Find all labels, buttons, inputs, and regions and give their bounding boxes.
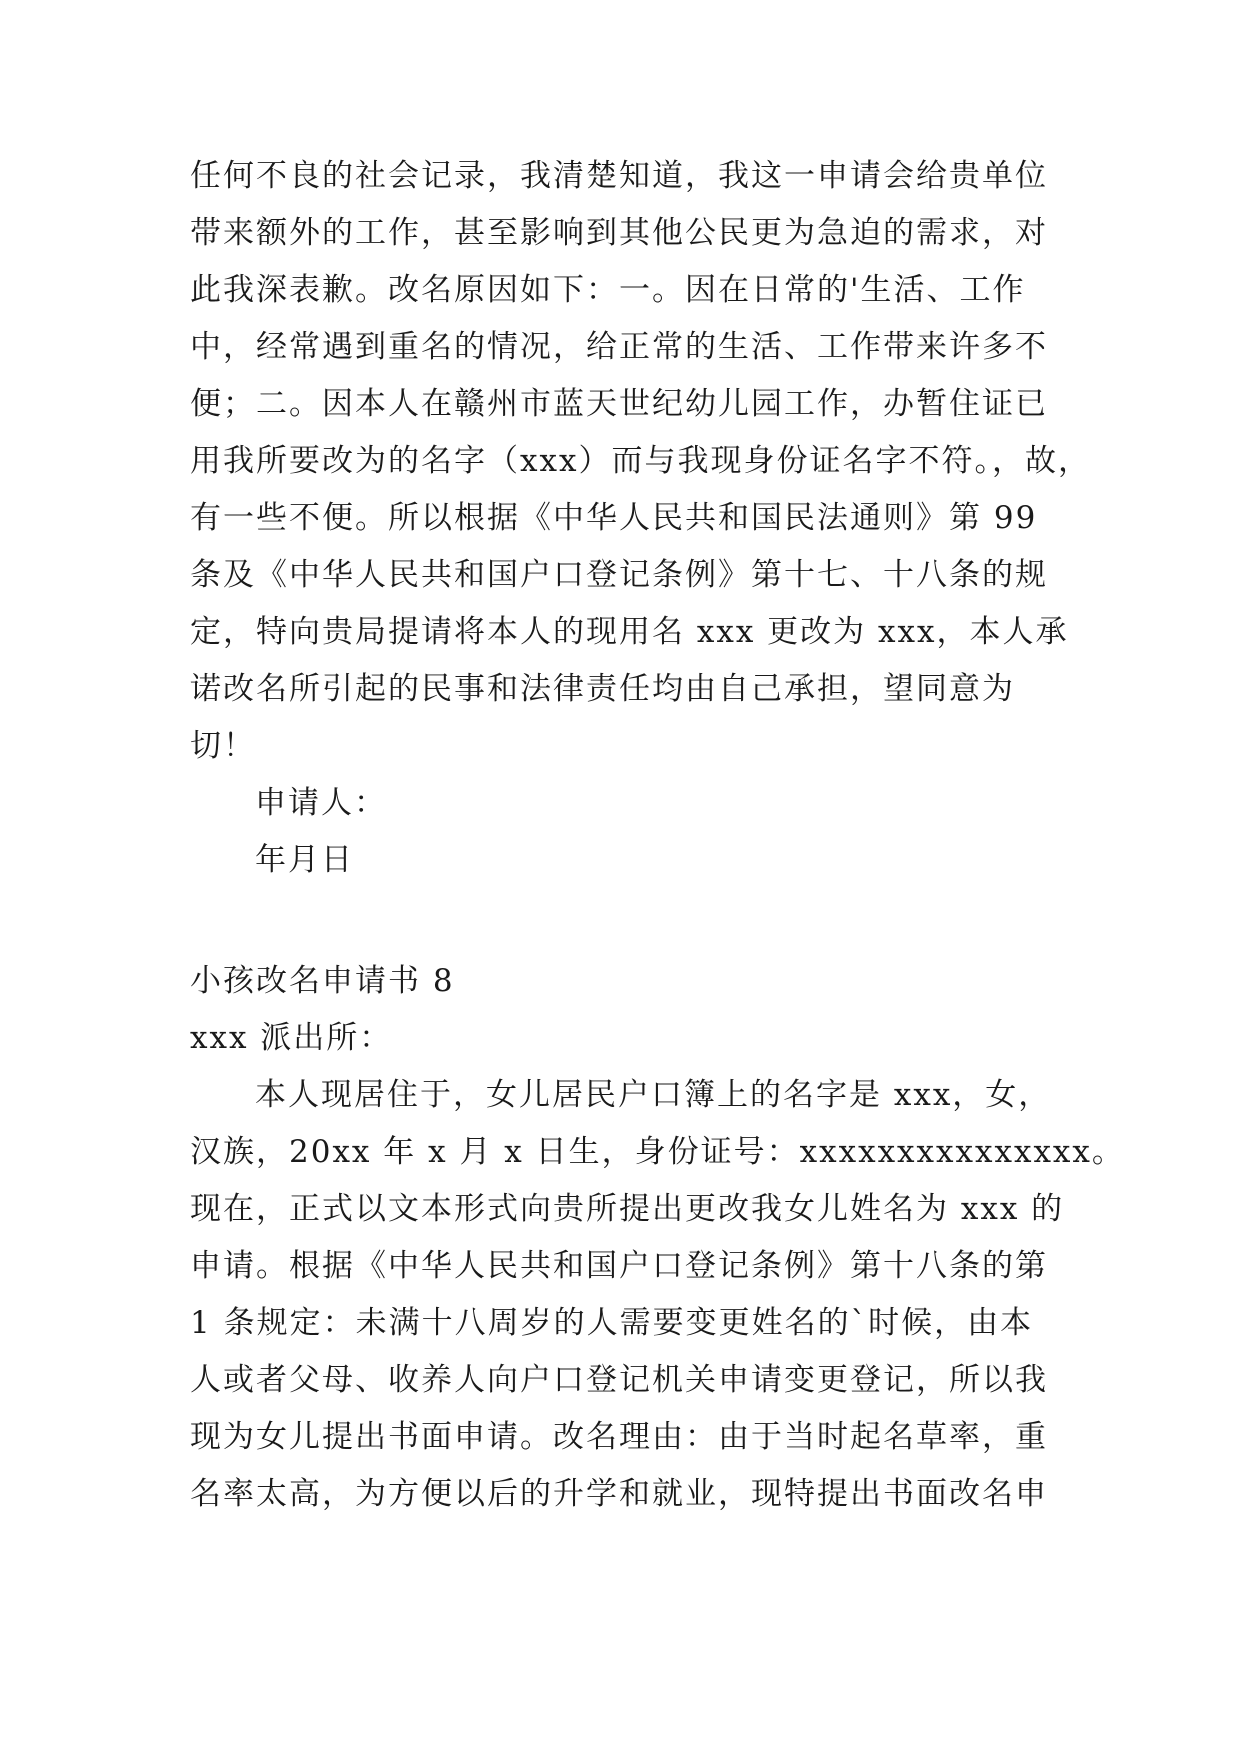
document-body — [190, 0, 1125, 1754]
recipient-line: xxx 派出所： — [190, 1020, 393, 1056]
paragraph-line: 用我所要改为的名字（xxx）而与我现身份证名字不符。，故， — [190, 443, 1091, 479]
section-title: 小孩改名申请书 8 — [190, 963, 455, 999]
paragraph-line: 此我深表歉。改名原因如下：一。因在日常的'生活、工作 — [190, 272, 1026, 308]
paragraph-line: 申请。根据《中华人民共和国户口登记条例》第十八条的第 — [190, 1248, 1048, 1284]
paragraph-line: 中，经常遇到重名的情况，给正常的生活、工作带来许多不 — [190, 329, 1048, 365]
paragraph-line: 名率太高，为方便以后的升学和就业，现特提出书面改名申 — [190, 1476, 1048, 1512]
date-label: 年月日 — [255, 842, 354, 878]
applicant-signature-label: 申请人： — [255, 785, 387, 821]
paragraph-line: 带来额外的工作，甚至影响到其他公民更为急迫的需求，对 — [190, 215, 1048, 251]
paragraph-line: 诺改名所引起的民事和法律责任均由自己承担，望同意为 — [190, 671, 1015, 707]
paragraph-line: 人或者父母、收养人向户口登记机关申请变更登记，所以我 — [190, 1362, 1048, 1398]
paragraph-line: 本人现居住于，女儿居民户口簿上的名字是 xxx，女， — [255, 1077, 1052, 1113]
paragraph-line: 便；二。因本人在赣州市蓝天世纪幼儿园工作，办暂住证已 — [190, 386, 1048, 422]
paragraph-line: 现为女儿提出书面申请。改名理由：由于当时起名草率，重 — [190, 1419, 1048, 1455]
paragraph-line: 任何不良的社会记录，我清楚知道，我这一申请会给贵单位 — [190, 158, 1048, 194]
paragraph-line: 汉族，20xx 年 x 月 x 日生，身份证号：xxxxxxxxxxxxxxx。 — [190, 1134, 1125, 1170]
paragraph-line: 1 条规定：未满十八周岁的人需要变更姓名的`时候，由本 — [190, 1305, 1034, 1341]
paragraph-line: 切！ — [190, 728, 256, 764]
paragraph-line: 条及《中华人民共和国户口登记条例》第十七、十八条的规 — [190, 557, 1048, 593]
paragraph-line: 有一些不便。所以根据《中华人民共和国民法通则》第 99 — [190, 500, 1038, 536]
paragraph-line: 定，特向贵局提请将本人的现用名 xxx 更改为 xxx，本人承 — [190, 614, 1069, 650]
paragraph-line: 现在，正式以文本形式向贵所提出更改我女儿姓名为 xxx 的 — [190, 1191, 1065, 1227]
